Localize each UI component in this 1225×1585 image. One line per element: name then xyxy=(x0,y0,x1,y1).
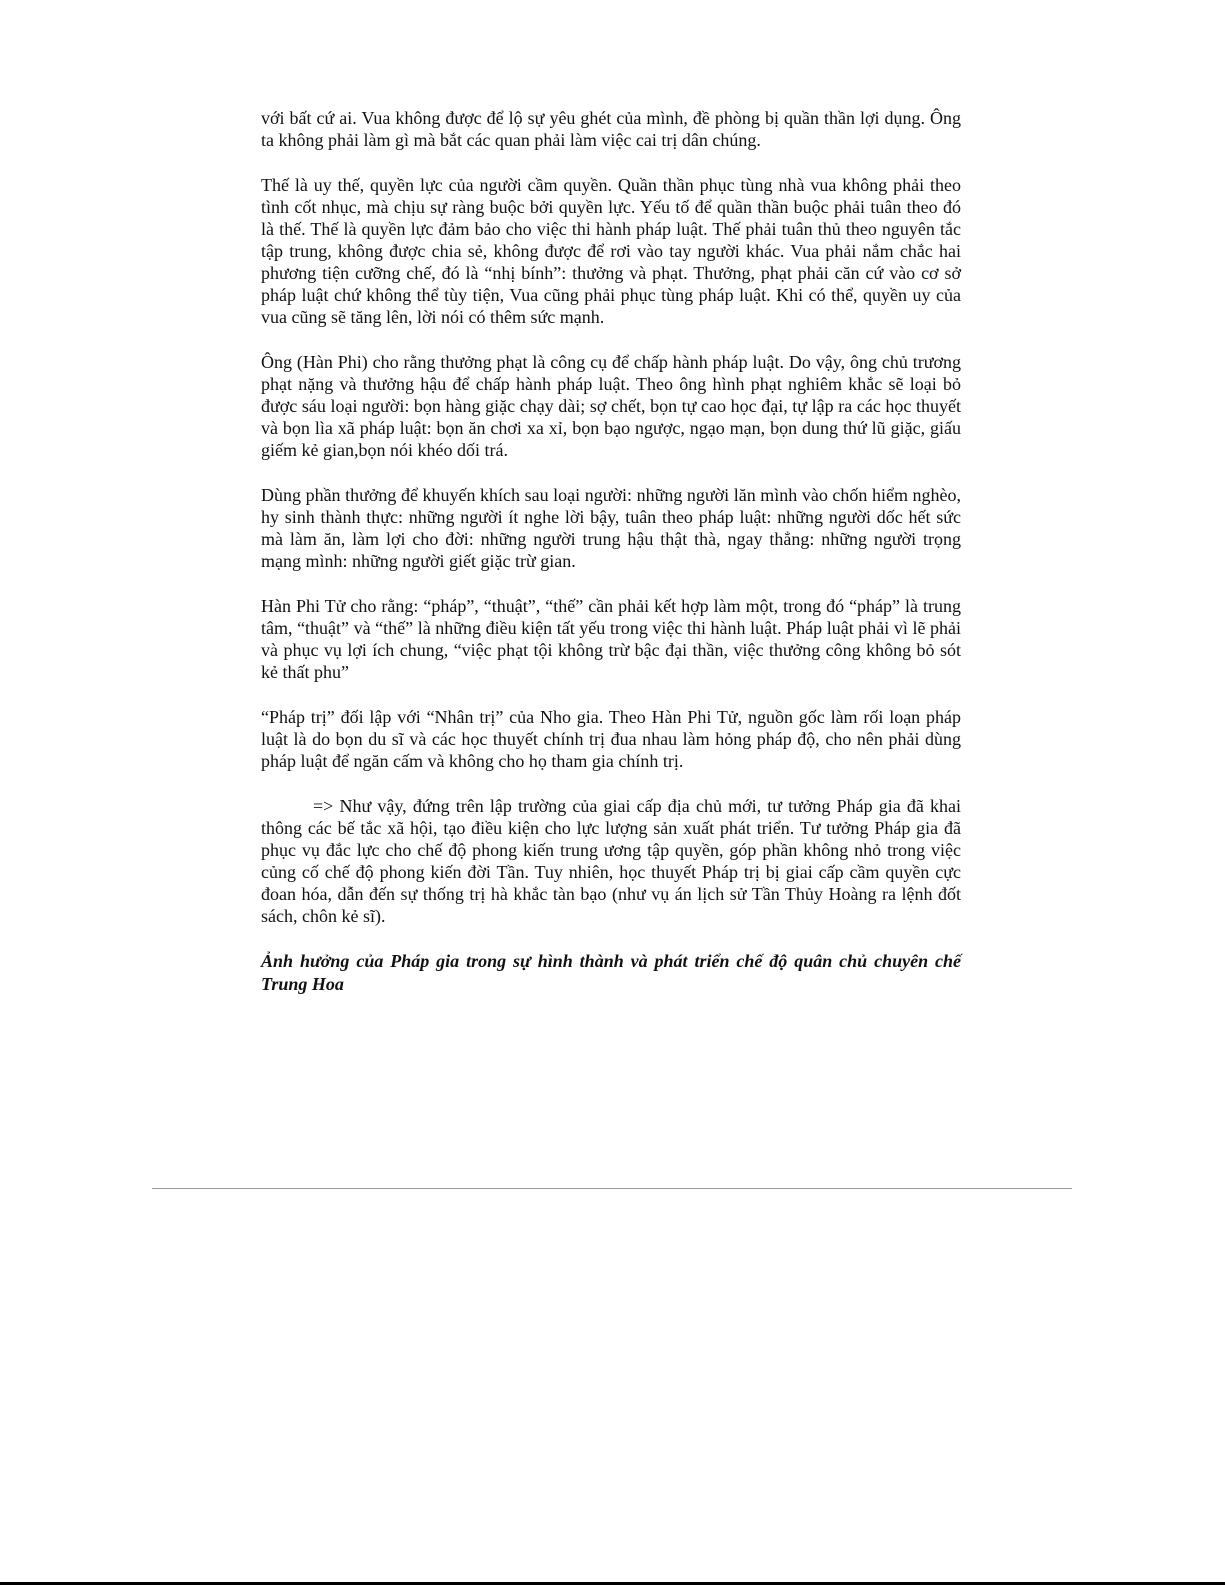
page-divider xyxy=(152,1188,1072,1189)
paragraph-conclusion: => Như vậy, đứng trên lập trường của giai cấp địa chủ mới, tư tưởng Pháp gia đã khai thông các bế tắc xã hội, tạo điều kiện cho lực lượng sản xuất phát triển. Tư tưởng Pháp gia đã phục vụ đắc lực cho chế độ phong kiến trung ương tập quyền, góp phần không nhỏ trong việc củng cố chế độ phong kiến đời Tần. Tuy nhiên, học thuyết Pháp trị bị giai cấp cầm quyền cực đoan hóa, dẫn đến sự thống trị hà khắc tàn bạo (như vụ án lịch sử Tần Thủy Hoàng ra lệnh đốt sách, chôn kẻ sĩ). xyxy=(261,796,961,926)
section-heading: Ảnh hưởng của Pháp gia trong sự hình thành và phát triển chế độ quân chủ chuyên chế Trung Hoa xyxy=(261,951,961,994)
document-page xyxy=(261,107,961,996)
paragraph-the-concept: Thế là uy thế, quyền lực của người cầm quyền. Quần thần phục tùng nhà vua không phải theo tình cốt nhục, mà chịu sự ràng buộc bởi quyền lực. Yếu tố để quần thần buộc phải tuân theo đó là thế. Thế là quyền lực đảm bảo cho việc thi hành pháp luật. Thế phải tuân thủ theo nguyên tắc tập trung, không được chia sẻ, không được để rơi vào tay người khác. Vua phải nắm chắc hai phương tiện cưỡng chế, đó là “nhị bính”: thưởng và phạt. Thưởng, phạt phải căn cứ vào cơ sở pháp luật chứ không thể tùy tiện, Vua cũng phải phục tùng pháp luật. Khi có thể, quyền uy của vua cũng sẽ tăng lên, lời nói có thêm sức mạnh. xyxy=(261,175,961,327)
paragraph-ruler-behavior: với bất cứ ai. Vua không được để lộ sự yêu ghét của mình, đề phòng bị quần thần lợi dụng. Ông ta không phải làm gì mà bắt các quan phải làm việc cai trị dân chúng. xyxy=(261,108,961,150)
paragraph-phap-tri-vs-nhan-tri: “Pháp trị” đối lập với “Nhân trị” của Nho gia. Theo Hàn Phi Tử, nguồn gốc làm rối loạn pháp luật là do bọn du sĩ và các học thuyết chính trị đua nhau làm hỏng pháp độ, cho nên phải dùng pháp luật để ngăn cấm và không cho họ tham gia chính trị. xyxy=(261,707,961,771)
paragraph-rewards-punishments: Ông (Hàn Phi) cho rằng thưởng phạt là công cụ để chấp hành pháp luật. Do vậy, ông chủ trương phạt nặng và thưởng hậu để chấp hành pháp luật. Theo ông hình phạt nghiêm khắc sẽ loại bỏ được sáu loại người: bọn hàng giặc chạy dài; sợ chết, bọn tự cao học đại, tự lập ra các học thuyết và bọn lìa xã pháp luật: bọn ăn chơi xa xỉ, bọn bạo ngược, ngạo mạn, bọn dung thứ lũ giặc, giấu giếm kẻ gian,bọn nói khéo dối trá. xyxy=(261,352,961,460)
paragraph-phap-thuat-the: Hàn Phi Tử cho rằng: “pháp”, “thuật”, “thế” cần phải kết hợp làm một, trong đó “pháp” là trung tâm, “thuật” và “thế” là những điều kiện tất yếu trong việc thi hành luật. Pháp luật phải vì lẽ phải và phục vụ lợi ích chung, “việc phạt tội không trừ bậc đại thần, việc thưởng công không bỏ sót kẻ thất phu” xyxy=(261,596,961,682)
paragraph-rewarded-people: Dùng phần thưởng để khuyến khích sau loại người: những người lăn mình vào chốn hiểm nghèo, hy sinh thành thực: những người ít nghe lời bậy, tuân theo pháp luật: những người dốc hết sức mà làm ăn, làm lợi cho đời: những người trung hậu thật thà, ngay thẳng: những người trọng mạng mình: những người giết giặc trừ gian. xyxy=(261,485,961,571)
